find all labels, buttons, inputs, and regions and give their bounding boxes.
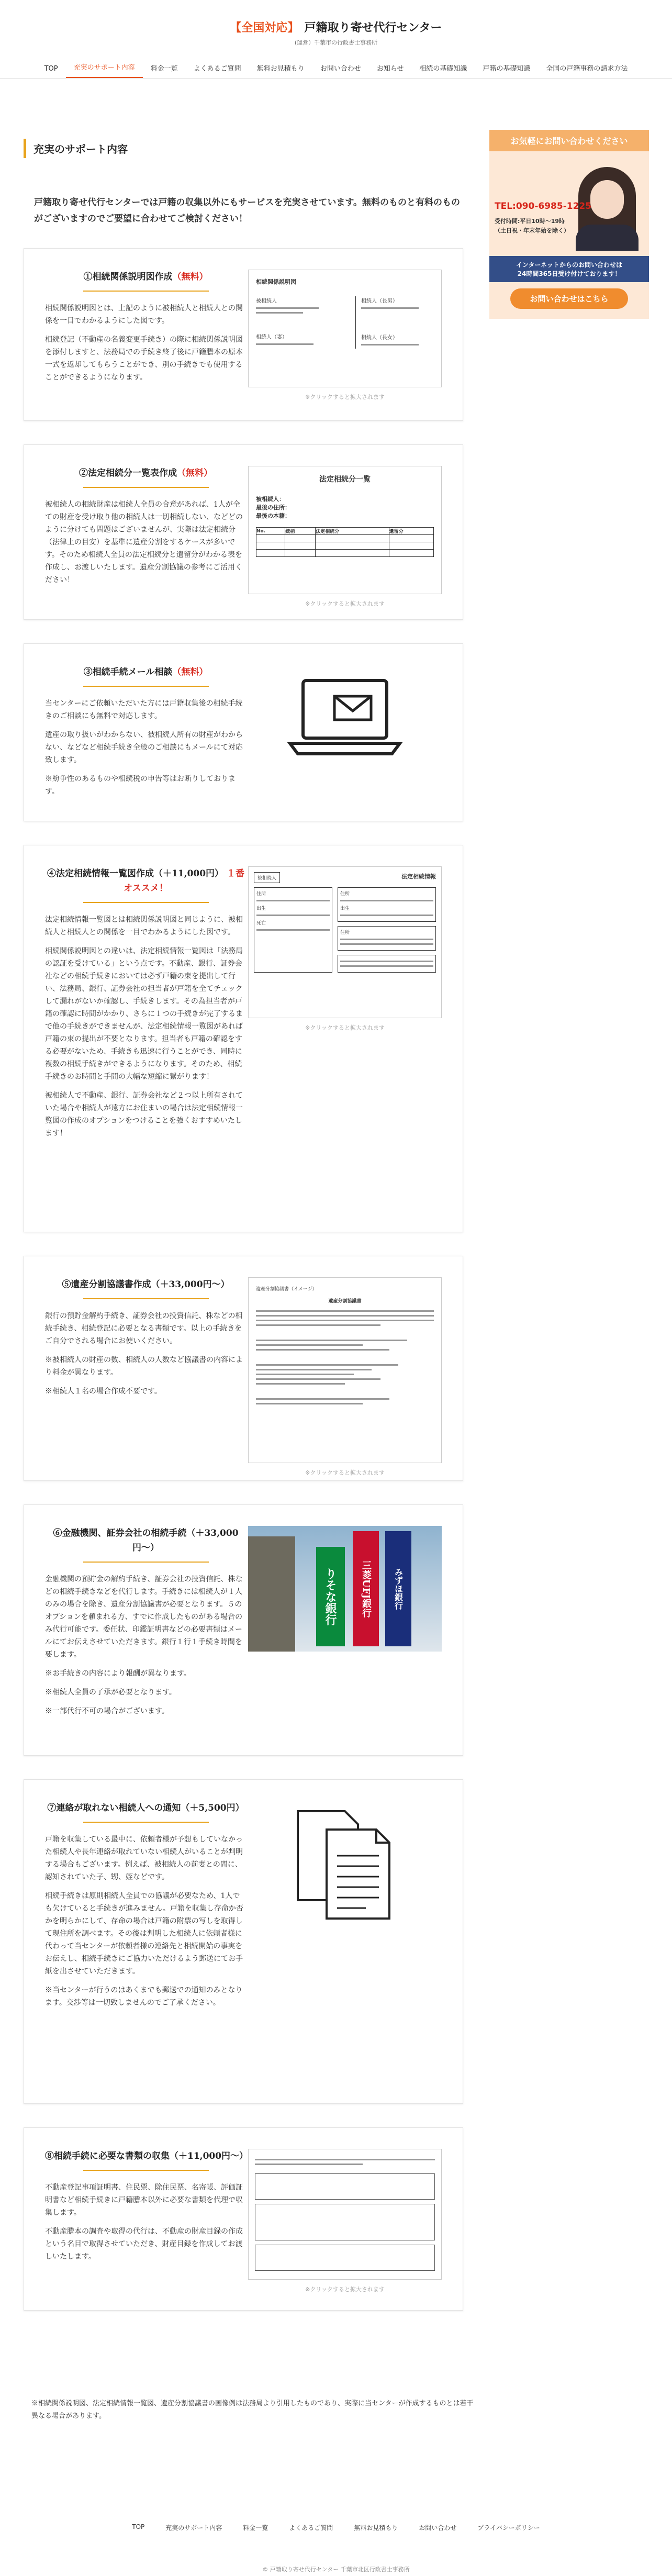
card-text: 戸籍を収集している最中に、依頼者様が予想もしていなかった相続人や長年連絡が取れていない相続人がいることが判明する場合もございます。例えば、被相続人の前妻との間に、認知されていた子、甥、姪などです。 bbox=[45, 1835, 243, 1881]
fig-label: 住所 bbox=[340, 930, 350, 935]
service-card bbox=[24, 643, 463, 821]
figure-caption: ※クリックすると拡大されます bbox=[305, 394, 385, 400]
footer-link[interactable]: TOP bbox=[132, 2523, 145, 2530]
site-logo[interactable] bbox=[230, 19, 442, 35]
card-title: ②法定相続分一覧表作成（無料） bbox=[45, 466, 247, 488]
card-text: 相続関係説明図との違いは、法定相続情報一覧図は「法務局の認証を受けている」という点です。不動産、銀行、証券会社などの相続手続きにおいては必ず戸籍の束を提出して行い、法務局、銀行、証券会社の担当者が戸籍を全てチェックして漏れがないか確認し、手続きします。その為担当者が戸籍の確認に時間がかかり、さらに１つの手続きが完了するまで他の手続きができませんが、法定相続情報一覧図があれば戸籍の束の提出が不要となります。担当者も戸籍の確認をする必要がないため、手続きも迅速に行うことができ、同時に複数の相続手続きができるようになります。そのため、相続手続きのお時間と手間の大幅な短縮に繋がります！ bbox=[45, 947, 243, 1081]
site-header bbox=[0, 0, 672, 58]
nav-news[interactable]: お知らせ bbox=[376, 65, 404, 73]
card-text: ※一部代行不可の場合がございます。 bbox=[45, 1707, 169, 1715]
card-text: 不動産登記事項証明書、住民票、除住民票、名寄帳、評価証明書など相続手続きに戸籍謄本以外に必要な書類を代理で収集します。 bbox=[45, 2183, 243, 2217]
contact-sidebar bbox=[489, 130, 649, 319]
documents-icon bbox=[282, 1801, 408, 1926]
online-line: インターネットからのお問い合わせは bbox=[516, 261, 622, 269]
brand-tag: 【全国対応】 bbox=[230, 21, 299, 35]
fig-label: 出生 bbox=[340, 906, 350, 911]
service-card bbox=[24, 2127, 463, 2311]
figure-caption: ※クリックすると拡大されます bbox=[305, 1024, 385, 1031]
fig-title: 法定相続情報 bbox=[401, 873, 436, 880]
nav-inheritance[interactable]: 相続の基礎知識 bbox=[419, 65, 467, 73]
nav-estimate[interactable]: 無料お見積もり bbox=[256, 65, 305, 73]
nav-support[interactable]: 充実のサポート内容 bbox=[66, 62, 143, 78]
nav-request[interactable]: 全国の戸籍事務の請求方法 bbox=[546, 65, 628, 73]
service-card bbox=[24, 845, 463, 1232]
footer-nav bbox=[0, 2523, 672, 2532]
laptop-mail-icon bbox=[282, 665, 408, 770]
operator-face bbox=[590, 180, 624, 219]
nav-contact[interactable]: お問い合わせ bbox=[320, 65, 361, 73]
service-card bbox=[24, 1779, 463, 2104]
online-line: 24時間365日受け付けております！ bbox=[517, 270, 621, 277]
relationship-diagram-image[interactable] bbox=[248, 270, 442, 387]
business-hours-note: （土日祝・年末年始を除く） bbox=[495, 227, 569, 234]
fig-person: 相続人（長男） bbox=[361, 298, 398, 304]
contact-button[interactable]: お問い合わせはこちら bbox=[510, 288, 628, 309]
copyright: © 戸籍取り寄せ代行センター 千葉市北区行政書士事務所 bbox=[262, 2566, 410, 2573]
card-title: ①相続関係説明図作成（無料） bbox=[45, 270, 247, 292]
operator-body bbox=[576, 225, 639, 251]
fig-label: 被相続人 bbox=[254, 872, 280, 883]
footer-link[interactable]: よくあるご質問 bbox=[289, 2524, 333, 2532]
fig-row: 最後の住所： bbox=[256, 504, 290, 511]
nav-top[interactable]: TOP bbox=[44, 65, 58, 73]
share-table: No. 続柄 法定相続分 遺留分 bbox=[256, 527, 434, 557]
brand-name: 戸籍取り寄せ代行センター bbox=[304, 21, 442, 35]
fig-title: 法定相続分一覧 bbox=[319, 475, 371, 484]
card-text: 金融機関の預貯金の解約手続き、証券会社の投資信託、株などの相続手続きなどを代行します。手続きには相続人が１人のみの場合を除き、遺産分割協議書が必要となります。５のオプションを頼まれる方、すでに作成したものがある場合のみ代行可能です。委任状、印鑑証明書などの必要書類はメールにてお伝えさせていただきます。銀行１行１手続き時間を要します。 bbox=[45, 1575, 243, 1659]
card-title: ⑧相続手続に必要な書類の収集（＋11,000円〜） bbox=[45, 2149, 247, 2171]
card-text: 不動産謄本の調査や取得の代行は、不動産の財産目録の作成という名目で取得させていただき、財産目録を作成してお渡しいたします。 bbox=[45, 2227, 243, 2261]
card-title: ⑥金融機関、証券会社の相続手続（＋33,000円〜） bbox=[45, 1526, 247, 1563]
online-text bbox=[489, 256, 649, 282]
service-card bbox=[24, 1256, 463, 1481]
fig-title: 相続関係説明図 bbox=[256, 278, 296, 285]
sidebar-heading: お気軽にお問い合わせください bbox=[489, 130, 649, 151]
business-hours: 受付時間:平日10時〜19時 bbox=[495, 218, 565, 225]
card-text: 相続登記（不動産の名義変更手続き）の際に相続関係説明図を添付しますと、法務局での手続き終了後に戸籍謄本の原本一式を返却してもらうことができ、別の手続きでも使用することができるようになります。 bbox=[45, 336, 243, 382]
figure-caption: ※クリックすると拡大されます bbox=[305, 1469, 385, 1476]
card-text: ※相続人全員の了承が必要となります。 bbox=[45, 1688, 176, 1697]
fig-row: 被相続人： bbox=[256, 496, 285, 503]
division-agreement-image[interactable] bbox=[248, 1277, 442, 1463]
bank-signs-photo bbox=[248, 1526, 442, 1652]
footer-link[interactable]: 無料お見積もり bbox=[354, 2524, 398, 2532]
card-text: 被相続人の相続財産は相続人全員の合意があれば、1人が全ての財産を受け取り他の相続人は一切相続しない、などどのように分けても問題はございませんが、実際は法定相続分（法律上の目安）を基準に遺産分割をするケースが多いです。そのため相続人全員の法定相続分と遺留分がわかる表を作成し、お渡しいたします。遺産分割協議の参考にご活用ください！ bbox=[45, 500, 243, 584]
card-text: 銀行の預貯金解約手続き、証券会社の投資信託、株などの相続手続き、相続登記に必要となる書類です。以上の手続きをご自分でされる場合にお使いください。 bbox=[45, 1312, 243, 1345]
fig-person: 相続人（長女） bbox=[361, 335, 398, 341]
figure-caption: ※クリックすると拡大されます bbox=[305, 2286, 385, 2293]
card-title: ⑤遺産分割協議書作成（＋33,000円〜） bbox=[45, 1277, 247, 1299]
fig-heading: 遺産分割協議書 bbox=[328, 1299, 362, 1304]
card-text: ※お手続きの内容により報酬が異なります。 bbox=[45, 1669, 191, 1678]
fig-row: 最後の本籍： bbox=[256, 512, 290, 519]
fig-label: 住所 bbox=[256, 891, 266, 897]
footnote: ※相続関係説明図、法定相続情報一覧図、遺産分割協議書の画像例は法務局より引用したものであり、実際に当センターが作成するものとは若干異なる場合があります。 bbox=[31, 2400, 474, 2420]
bank-sign: みずほ銀行 bbox=[385, 1531, 411, 1646]
card-text: 相続手続きは原則相続人全員での協議が必要なため、1人でも欠けていると手続きが進みません。戸籍を収集し存命か否かを明らかにして、存命の場合は戸籍の附票の写しを取得して現住所を調べます。その後は判明した相続人に依頼者様に代わって当センターが依頼者様の連絡先と相続開始の事実をお伝えし、相続手続きにご協力いただけるよう郵送にてお手紙を出させていただきます。 bbox=[45, 1892, 243, 1976]
figure-caption: ※クリックすると拡大されます bbox=[305, 600, 385, 607]
card-title: ③相続手続メール相談（無料） bbox=[45, 665, 247, 687]
main-content bbox=[24, 139, 463, 2334]
footer-link[interactable]: 料金一覧 bbox=[243, 2524, 268, 2532]
card-text: 遺産の取り扱いがわからない、被相続人所有の財産がわからない、などなど相続手続き全般のご相談にもメールにて対応致します。 bbox=[45, 731, 243, 764]
bank-sign: りそな銀行 bbox=[316, 1547, 345, 1646]
phone-number[interactable]: TEL:090-6985-1225 bbox=[495, 201, 592, 211]
service-card bbox=[24, 248, 463, 421]
registry-document-image[interactable] bbox=[248, 2149, 442, 2280]
nav-faq[interactable]: よくあるご質問 bbox=[193, 65, 241, 73]
legal-heir-info-image[interactable] bbox=[248, 866, 442, 1018]
fig-label: 住所 bbox=[340, 891, 350, 897]
service-card bbox=[24, 1504, 463, 1756]
fig-label: 出生 bbox=[256, 906, 266, 911]
main-nav bbox=[0, 58, 672, 79]
footer-link[interactable]: 充実のサポート内容 bbox=[165, 2524, 222, 2532]
nav-price[interactable]: 料金一覧 bbox=[150, 65, 178, 73]
card-text: ※当センターが行うのはあくまでも郵送での通知のみとなります。交渉等は一切致しませんのでご了承ください。 bbox=[45, 1986, 243, 2007]
page-title: 充実のサポート内容 bbox=[24, 139, 463, 158]
card-title: ⑦連絡が取れない相続人への通知（＋5,500円） bbox=[45, 1801, 247, 1823]
card-title: ④法定相続情報一覧図作成（＋11,000円） １番オススメ！ bbox=[45, 866, 247, 903]
card-text: ※相続人１名の場合作成不要です。 bbox=[45, 1387, 162, 1396]
card-text: 法定相続情報一覧図とは相続関係説明図と同じように、被相続人と相続人との関係を一目でわかるようにした図です。 bbox=[45, 916, 243, 936]
nav-koseki[interactable]: 戸籍の基礎知識 bbox=[483, 65, 531, 73]
fig-title: 遺産分割協議書（イメージ） bbox=[256, 1287, 317, 1292]
inheritance-share-table-image[interactable] bbox=[248, 466, 442, 594]
card-text: 被相続人で不動産、銀行、証券会社など２つ以上所有されていた場合や相続人が遠方にお住まいの場合は法定相続情報一覧図の作成のオプションをつけることを強くおすすめいたします！ bbox=[45, 1091, 243, 1138]
footer-link[interactable]: プライバシーポリシー bbox=[477, 2524, 540, 2532]
bank-sign: 三菱UFJ銀行 bbox=[353, 1531, 379, 1646]
card-text: 当センターにご依頼いただいた方には戸籍収集後の相続手続きのご相談にも無料で対応します。 bbox=[45, 699, 243, 720]
service-card bbox=[24, 444, 463, 620]
card-text: 相続関係説明図とは、上記のように被相続人と相続人との関係を一目でわかるようにした図です。 bbox=[45, 304, 243, 325]
fig-person: 被相続人 bbox=[256, 298, 277, 304]
contact-banner[interactable] bbox=[489, 151, 649, 319]
fig-person: 相続人（妻） bbox=[256, 334, 287, 340]
card-text: ※被相続人の財産の数、相続人の人数など協議書の内容により料金が異なります。 bbox=[45, 1356, 243, 1377]
card-text: ※紛争性のあるものや相続税の申告等はお断りしております。 bbox=[45, 775, 236, 796]
page-intro: 戸籍取り寄せ代行センターでは戸籍の収集以外にもサービスを充実させています。無料のものと有料のものがございますのでご要望に合わせてご検討ください！ bbox=[34, 197, 460, 224]
footer-link[interactable]: お問い合わせ bbox=[419, 2524, 457, 2532]
brand-sub: (運営）千葉市の行政書士事務所 bbox=[294, 39, 378, 46]
fig-label: 死亡 bbox=[256, 921, 266, 926]
